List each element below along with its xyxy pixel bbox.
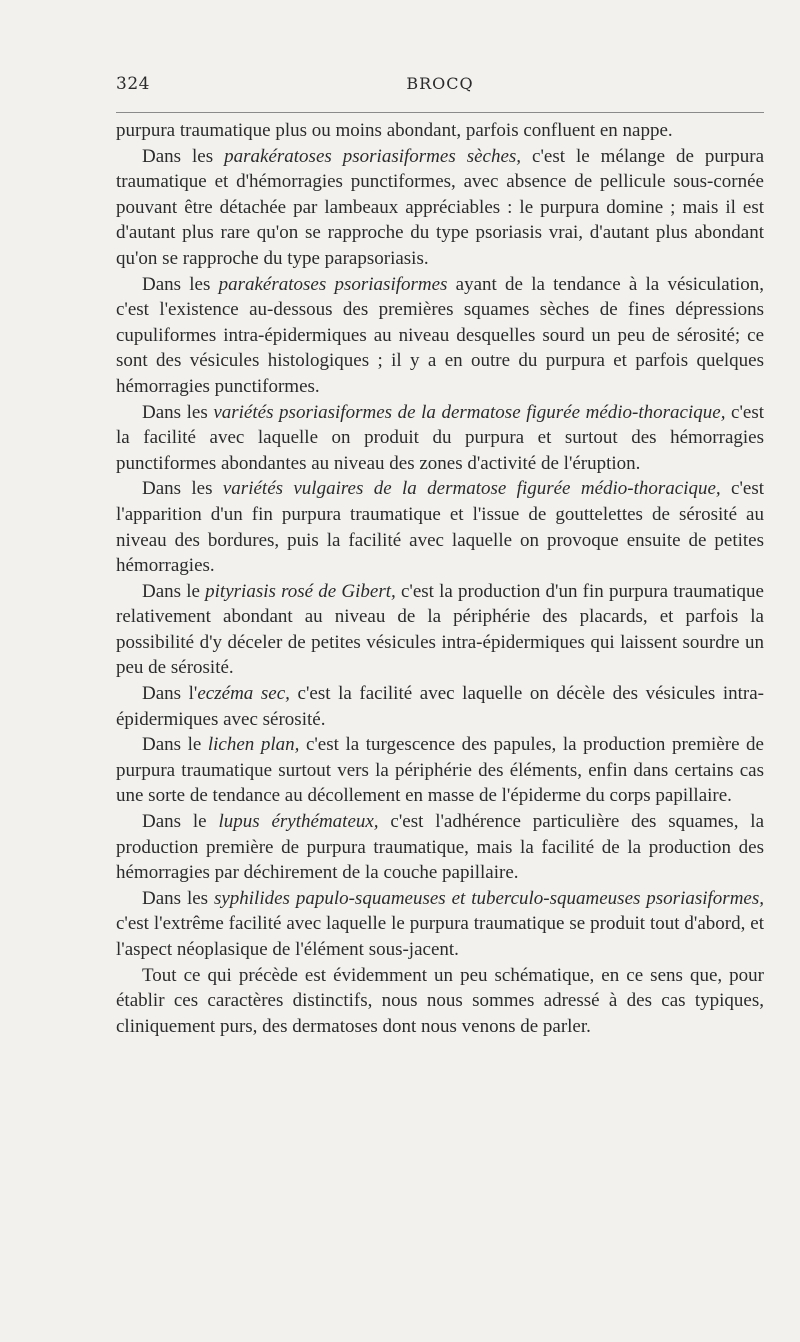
- emphasis: parakératoses psoriasiformes sèches,: [224, 145, 522, 167]
- running-head: BROCQ: [406, 74, 474, 93]
- page-header: [116, 74, 764, 100]
- paragraph-8: Dans le lichen plan, c'est la turgescence des papules, la production première de purpura traumatique surtout vers la périphérie des éléments, enfin dans certains cas une sorte de tendance au décollement en masse de l'épiderme du corps papillaire.: [116, 734, 764, 807]
- emphasis: parakératoses psoriasiformes: [218, 273, 448, 295]
- paragraph-3: Dans les parakératoses psoriasiformes ayant de la tendance à la vésiculation, c'est l'existence au-dessous des premières squames sèches de fines dépressions cupuliformes intra-épidermiques au niveau desquelles sourd un peu de sérosité; ce sont des vésicules histologiques ; il y a en outre du purpura et parfois quelques hémorragies punctiformes.: [116, 273, 765, 397]
- paragraph-7: Dans l'eczéma sec, c'est la facilité avec laquelle on décèle des vésicules intra-épidermiques avec sérosité.: [116, 683, 764, 730]
- paragraph-1: purpura traumatique plus ou moins abondant, parfois confluent en nappe.: [116, 120, 673, 141]
- emphasis: variétés psoriasiformes de la dermatose figurée médio-thoracique,: [213, 401, 726, 423]
- header-rule: [116, 112, 764, 113]
- paragraph-11: Tout ce qui précède est évidemment un peu schématique, en ce sens que, pour établir ces caractères distinctifs, nous nous sommes adressé à des cas typiques, cliniquement purs, des dermatoses dont nous venons de parler.: [116, 964, 764, 1037]
- paragraph-4: Dans les variétés psoriasiformes de la dermatose figurée médio-thoracique, c'est la facilité avec laquelle on produit du purpura et surtout des hémorragies punctiformes abondantes au niveau des zones d'activité de l'éruption.: [116, 401, 764, 474]
- paragraph-6: Dans le pityriasis rosé de Gibert, c'est la production d'un fin purpura traumatique relativement abondant au niveau de la périphérie des placards, et parfois la possibilité d'y déceler de petites vésicules intra-épidermiques qui laissent sourdre un peu de sérosité.: [116, 580, 764, 679]
- emphasis: lichen plan,: [207, 734, 300, 756]
- emphasis: eczéma sec,: [197, 683, 290, 705]
- page-number: 324: [116, 74, 150, 94]
- emphasis: variétés vulgaires de la dermatose figurée médio-thoracique,: [222, 478, 721, 500]
- paragraph-2: Dans les parakératoses psoriasiformes sèches, c'est le mélange de purpura traumatique et d'hémorragies punctiformes, avec absence de pellicule sous-cornée pouvant être détachée par lambeaux appréciables : le purpura domine ; mais il est d'autant plus rare qu'on se rapproche du type psoriasis vrai, d'autant plus abondant qu'on se rapproche du type parapsoriasis.: [116, 145, 765, 269]
- paragraph-9: Dans le lupus érythémateux, c'est l'adhérence particulière des squames, la production première de purpura traumatique, mais la facilité de la production des hémorragies par déchirement de la couche papillaire.: [116, 811, 764, 884]
- emphasis: pityriasis rosé de Gibert,: [205, 580, 396, 602]
- emphasis: syphilides papulo-squameuses et tuberculo-squameuses psoriasiformes,: [213, 887, 764, 909]
- emphasis: lupus érythémateux,: [218, 811, 379, 833]
- body-text: [116, 118, 764, 1039]
- paragraph-5: Dans les variétés vulgaires de la dermatose figurée médio-thoracique, c'est l'apparition d'un fin purpura traumatique et l'issue de gouttelettes de sérosité au niveau des bordures, puis la facilité avec laquelle on provoque ensuite de petites hémorragies.: [116, 478, 765, 577]
- paragraph-10: Dans les syphilides papulo-squameuses et tuberculo-squameuses psoriasiformes, c'est l'extrême facilité avec laquelle le purpura traumatique se produit tout d'abord, et l'aspect néoplasique de l'élément sous-jacent.: [116, 887, 764, 960]
